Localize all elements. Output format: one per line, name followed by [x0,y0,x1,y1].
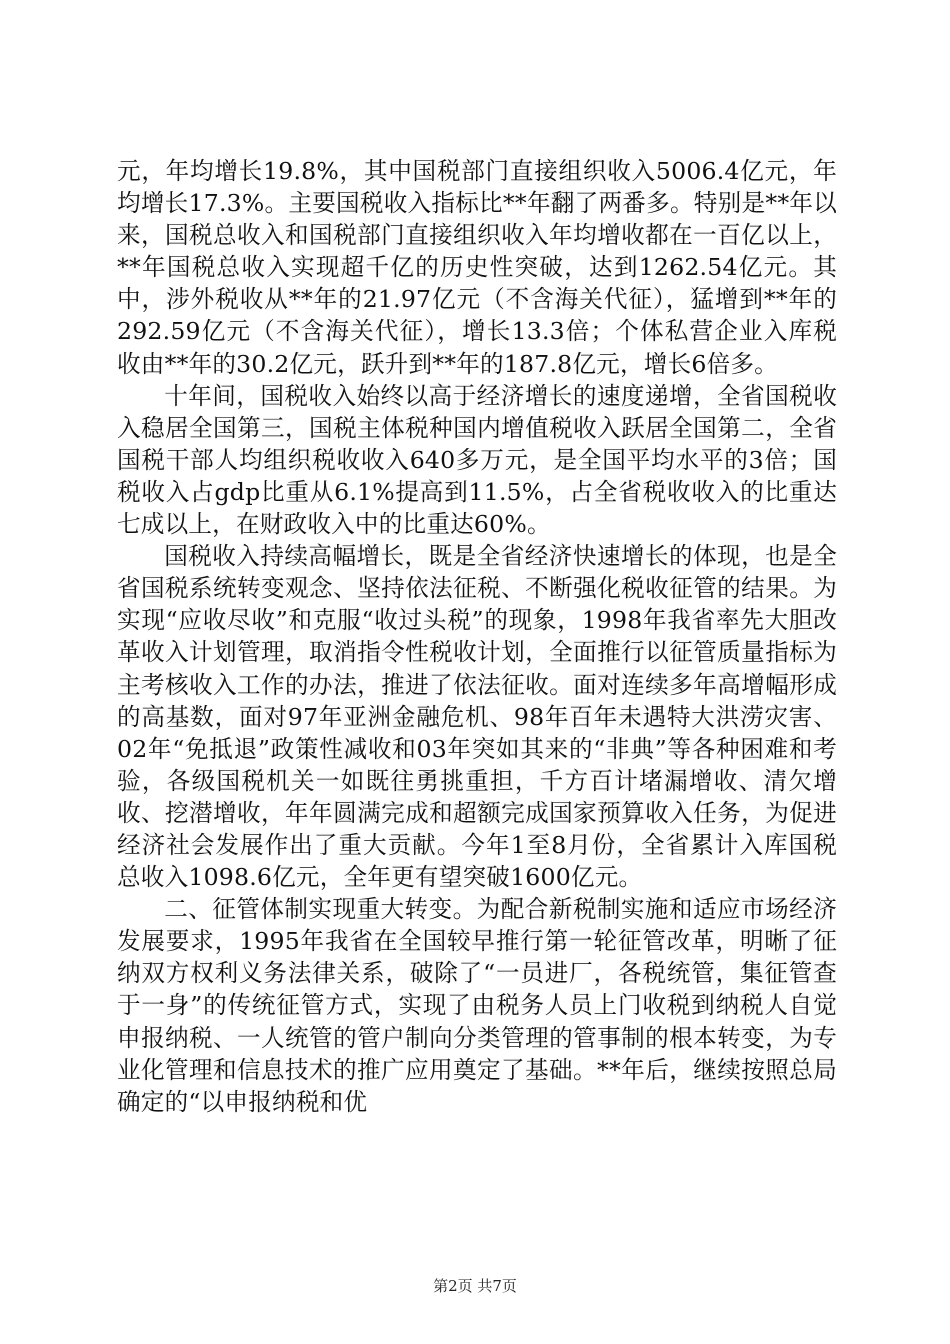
page-footer: 第2页 共7页 [433,1277,517,1295]
paragraph-4: 二、征管体制实现重大转变。为配合新税制实施和适应市场经济发展要求，1995年我省在全国较早推行第一轮征管改革，明晰了征纳双方权利义务法律关系，破除了“一员进厂，各税统管，集征管查于一身”的传统征管方式，实现了由税务人员上门收税到纳税人自觉申报纳税、一人统管的管户制向分类管理的管事制的根本转变，为专业化管理和信息技术的推广应用奠定了基础。**年后，继续按照总局确定的“以申报纳税和优 [117,895,837,1116]
body-text [117,155,837,1118]
paragraph-1: 元，年均增长19.8%，其中国税部门直接组织收入5006.4亿元，年均增长17.3%。主要国税收入指标比**年翻了两番多。特别是**年以来，国税总收入和国税部门直接组织收入年均增收都在一百亿以上，**年国税总收入实现超千亿的历史性突破，达到1262.54亿元。其中，涉外税收从**年的21.97亿元（不含海关代征），猛增到**年的292.59亿元（不含海关代征），增长13.3倍；个体私营企业入库税收由**年的30.2亿元，跃升到**年的187.8亿元，增长6倍多。 [117,157,837,378]
paragraph-3: 国税收入持续高幅增长，既是全省经济快速增长的体现，也是全省国税系统转变观念、坚持依法征税、不断强化税收征管的结果。为实现“应收尽收”和克服“收过头税”的现象，1998年我省率先大胆改革收入计划管理，取消指令性税收计划，全面推行以征管质量指标为主考核收入工作的办法，推进了依法征收。面对连续多年高增幅形成的高基数，面对97年亚洲金融危机、98年百年未遇特大洪涝灾害、02年“免抵退”政策性减收和03年突如其来的“非典”等各种困难和考验，各级国税机关一如既往勇挑重担，千方百计堵漏增收、清欠增收、挖潜增收，年年圆满完成和超额完成国家预算收入任务，为促进经济社会发展作出了重大贡献。今年1至8月份，全省累计入库国税总收入1098.6亿元，全年更有望突破1600亿元。 [117,542,837,892]
paragraph-2: 十年间，国税收入始终以高于经济增长的速度递增，全省国税收入稳居全国第三，国税主体税种国内增值税收入跃居全国第二，全省国税干部人均组织税收收入640多万元，是全国平均水平的3倍；国税收入占gdp比重从6.1%提高到11.5%，占全省税收收入的比重达七成以上，在财政收入中的比重达60%。 [117,381,837,539]
